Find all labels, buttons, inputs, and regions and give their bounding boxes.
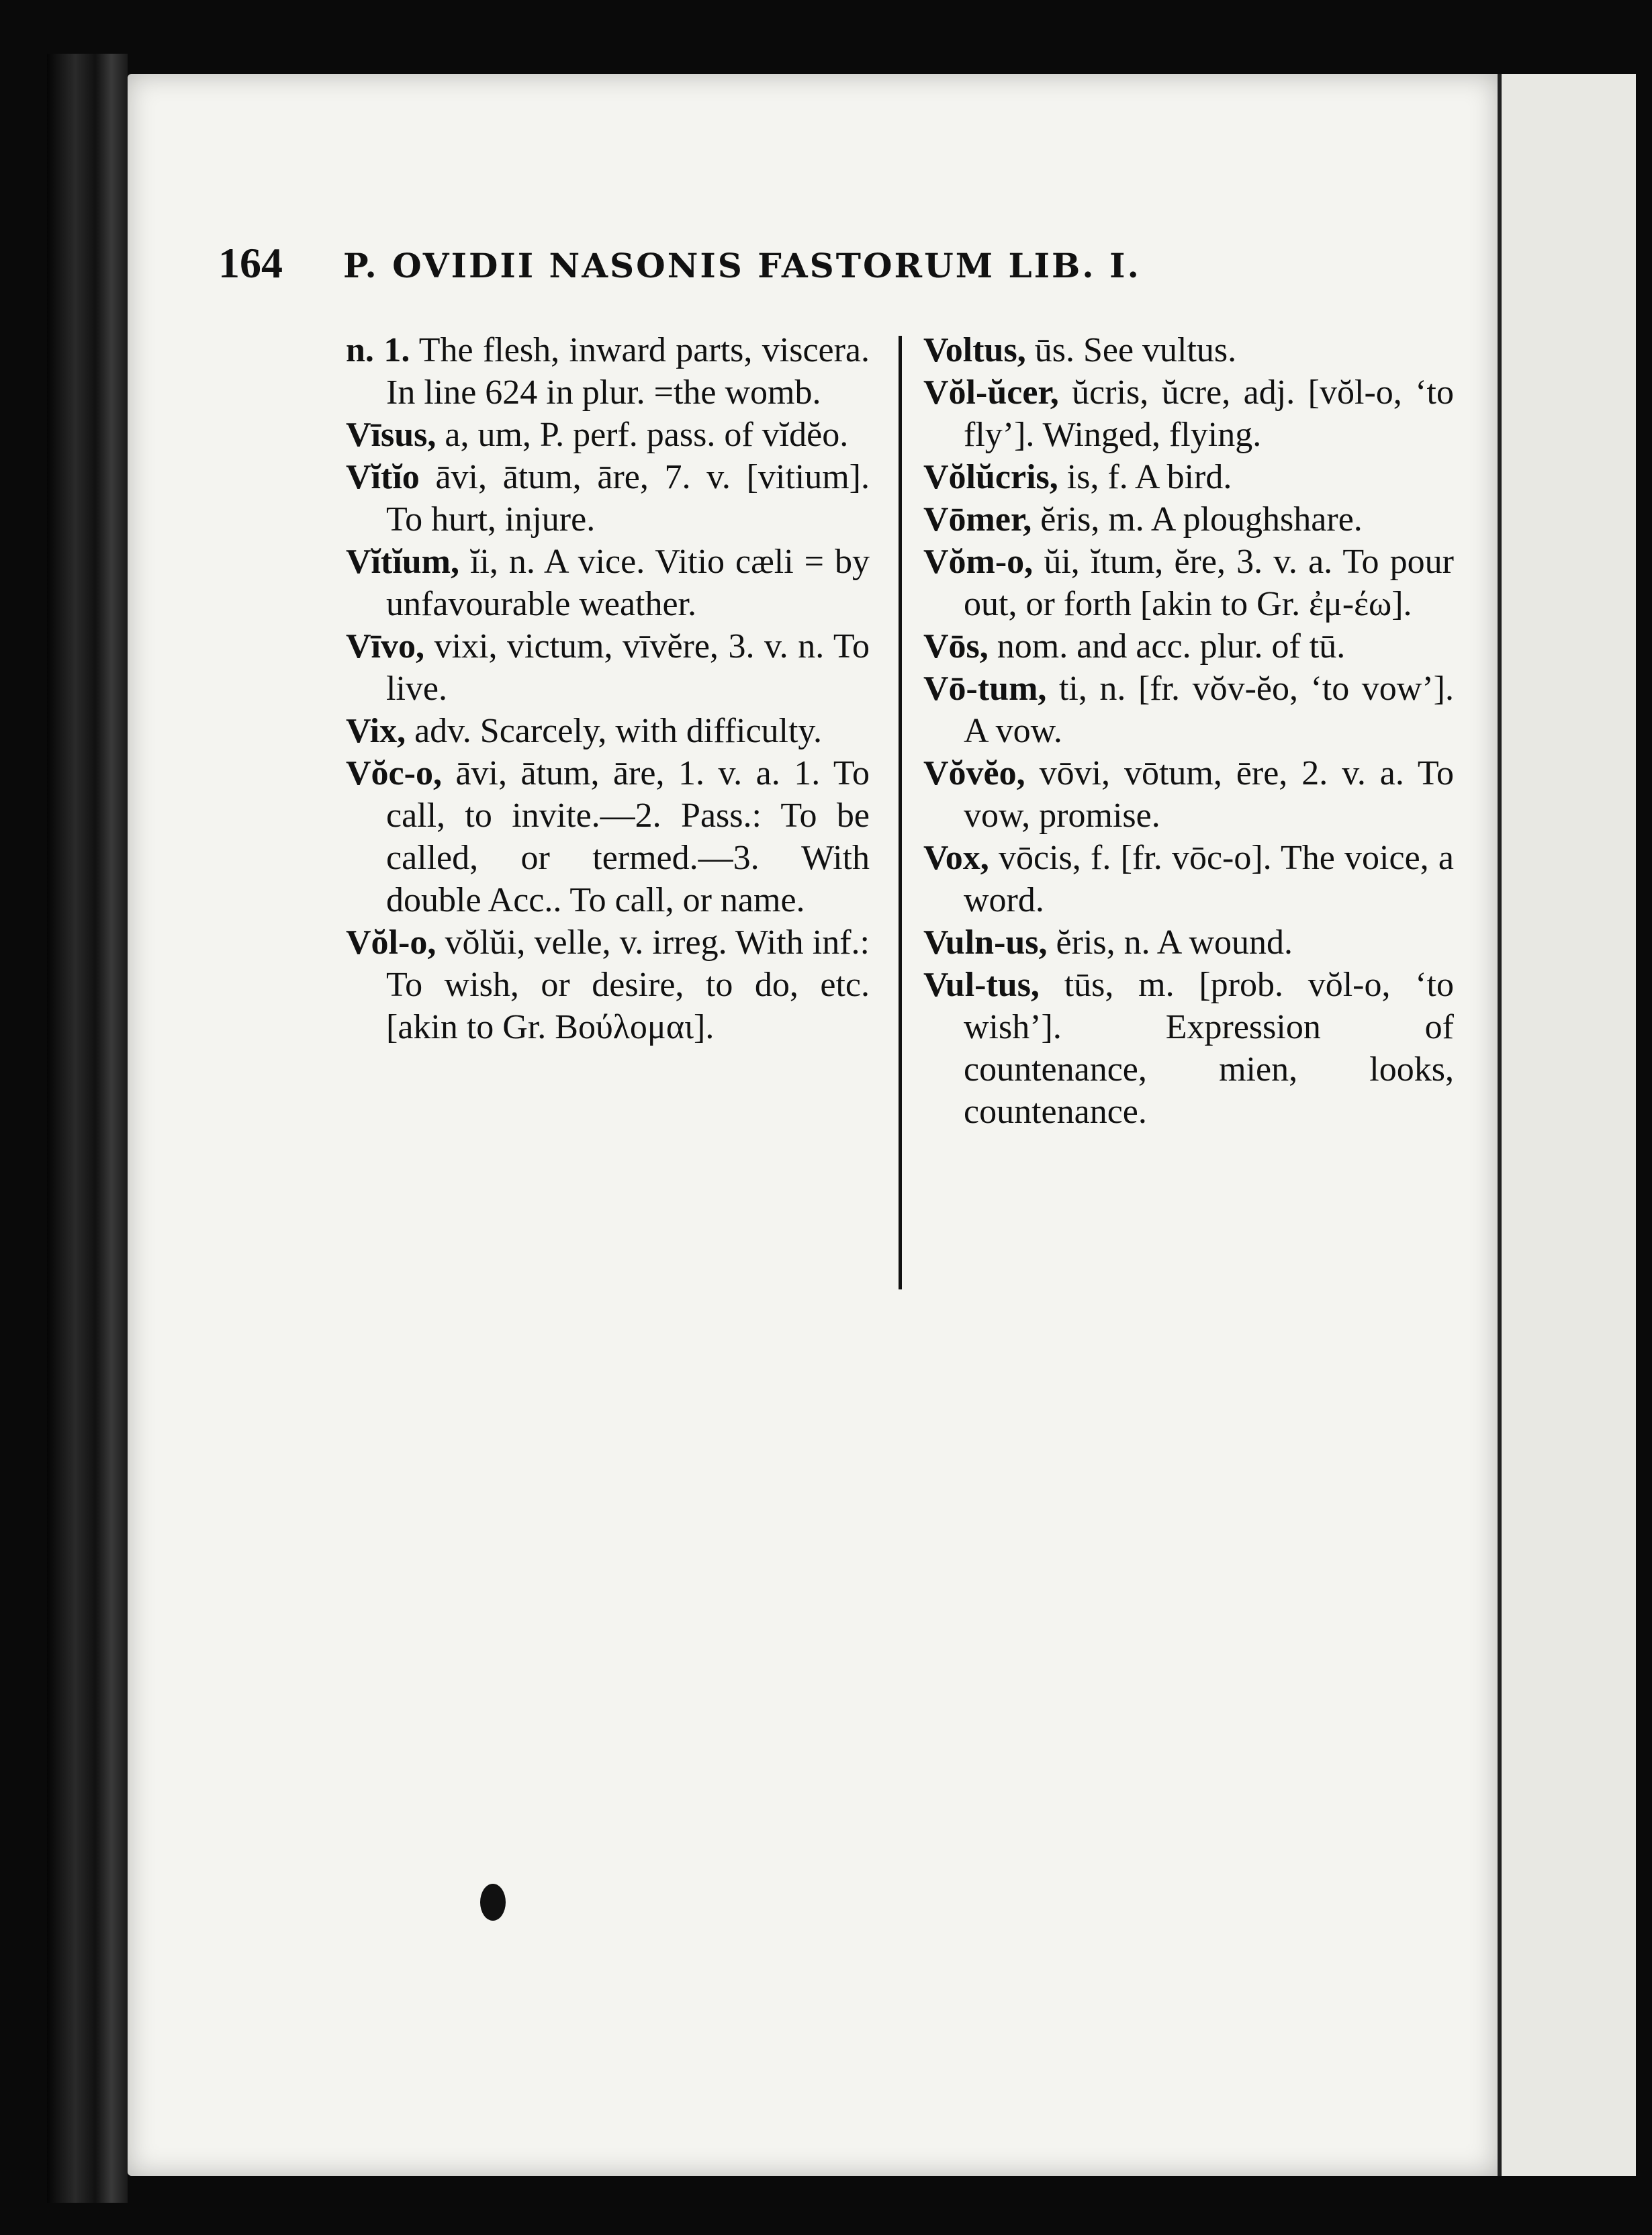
dictionary-entry [923,668,1454,752]
entry-definition: adv. Scarcely, with difficulty. [406,712,823,750]
dictionary-entry [923,456,1454,498]
entry-headword: Voltus, [923,331,1026,369]
entry-headword: Vĭtĭo [346,458,420,496]
entry-definition: ĕris, m. A ploughshare. [1031,500,1363,539]
right-column [923,329,1454,1133]
dictionary-entry [346,541,870,625]
dictionary-entry [346,456,870,541]
dictionary-entry [923,625,1454,668]
entry-headword: Vīsus, [346,416,437,454]
ink-smudge [480,1884,506,1921]
entry-definition: ūs. See vultus. [1025,331,1237,369]
entry-headword: Vīvo, [346,627,424,666]
dictionary-entry [923,921,1454,964]
column-divider [899,336,902,1289]
entry-definition: The flesh, inward parts, viscera. In line 624 in plur. =the womb. [386,331,870,412]
entry-definition: vŏlŭi, velle, v. irreg. With inf.: To wish, or desire, to do, etc. [akin to Gr. Βούλομαι]. [386,923,870,1046]
entry-headword: Vĭtĭum, [346,543,459,581]
entry-headword: Vŏc-o, [346,754,442,792]
entry-definition: ĭi, n. A vice. Vitio cæli = by unfavourable weather. [386,543,870,623]
entry-definition: vixi, victum, vīvĕre, 3. v. n. To live. [386,627,870,708]
dictionary-entry [346,710,870,752]
page-number: 164 [218,239,283,287]
left-column [346,329,870,1048]
entry-headword: n. 1. [346,331,410,369]
dictionary-entry [923,371,1454,456]
entry-headword: Vox, [923,839,989,877]
entry-headword: Vō-tum, [923,670,1047,708]
entry-headword: Vix, [346,712,406,750]
entry-definition: ŭcris, ŭcre, adj. [vŏl-o, ‘to fly’]. Winged, flying. [964,373,1454,454]
entry-headword: Vŏm-o, [923,543,1034,581]
next-page-edge [1498,74,1636,2176]
dictionary-entry [923,752,1454,837]
entry-definition: āvi, ātum, āre, 1. v. a. 1. To call, to invite.—2. Pass.: To be called, or termed.—3. With double Acc.. To call, or name. [386,754,870,919]
entry-definition: vōvi, vōtum, ēre, 2. v. a. To vow, promise. [964,754,1454,835]
book-binding [47,54,128,2203]
entry-headword: Vōmer, [923,500,1032,539]
dictionary-entry [346,414,870,456]
dictionary-entry [346,921,870,1048]
entry-definition: ĕris, n. A wound. [1047,923,1293,962]
dictionary-entry [346,329,870,414]
dictionary-entry [923,837,1454,921]
dictionary-entry [923,964,1454,1133]
dictionary-entry [923,329,1454,371]
entry-definition: tūs, m. [prob. vŏl-o, ‘to wish’]. Expression of countenance, mien, looks, countenance. [964,966,1454,1131]
entry-definition: nom. and acc. plur. of tū. [988,627,1346,666]
dictionary-entry [346,625,870,710]
entry-definition: is, f. A bird. [1058,458,1232,496]
entry-headword: Vŏvĕo, [923,754,1025,792]
running-title: P. OVIDII NASONIS FASTORUM LIB. I. [343,246,1141,285]
entry-headword: Vŏl-o, [346,923,437,962]
dictionary-entry [923,541,1454,625]
entry-headword: Vŏlŭcris, [923,458,1058,496]
dictionary-entry [346,752,870,921]
running-header [218,238,1360,292]
entry-headword: Vuln-us, [923,923,1048,962]
entry-headword: Vŏl-ŭcer, [923,373,1059,412]
entry-headword: Vul-tus, [923,966,1040,1004]
entry-definition: a, um, P. perf. pass. of vĭdĕo. [436,416,849,454]
entry-definition: ŭi, ĭtum, ĕre, 3. v. a. To pour out, or forth [akin to Gr. ἐμ-έω]. [964,543,1454,623]
dictionary-entry [923,498,1454,541]
entry-headword: Vōs, [923,627,989,666]
entry-definition: vōcis, f. [fr. vōc-o]. The voice, a word. [964,839,1454,919]
entry-definition: ti, n. [fr. vŏv-ĕo, ‘to vow’]. A vow. [964,670,1454,750]
entry-definition: āvi, ātum, āre, 7. v. [vitium]. To hurt, injure. [386,458,870,539]
